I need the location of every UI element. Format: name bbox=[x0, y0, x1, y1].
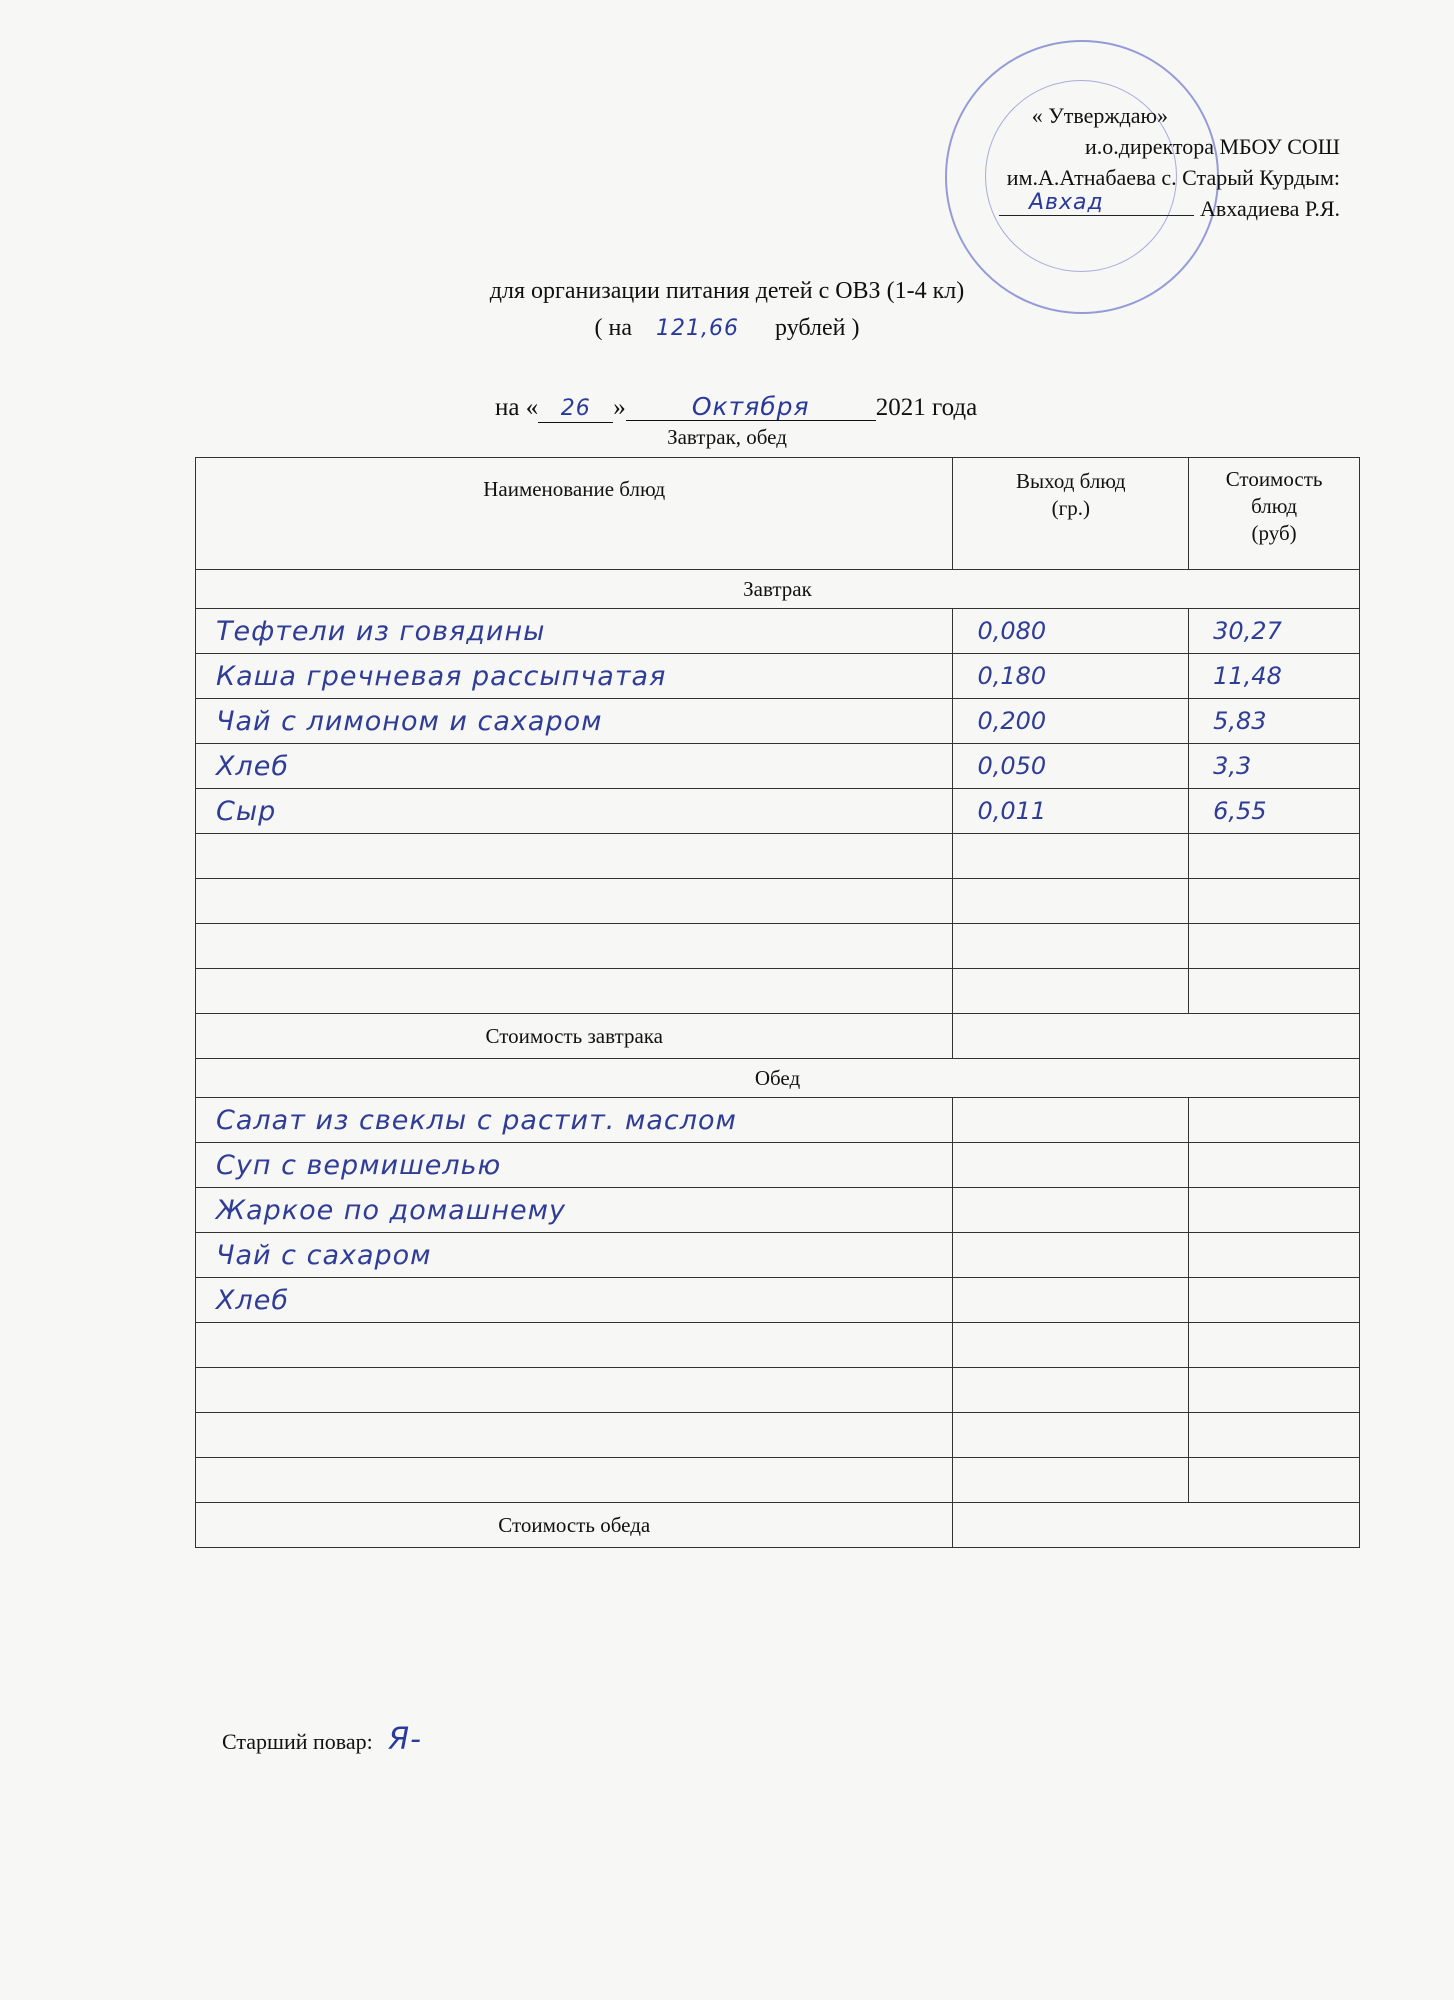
approval-block bbox=[860, 100, 1340, 224]
dish-cost-cell bbox=[1189, 1458, 1360, 1503]
dish-yield-cell bbox=[953, 1413, 1189, 1458]
table-row bbox=[196, 1278, 1360, 1323]
dish-name-cell: Чай с лимоном и сахаром bbox=[196, 699, 953, 744]
dish-yield-cell bbox=[953, 924, 1189, 969]
dish-cost-cell bbox=[1189, 834, 1360, 879]
dish-cost-cell bbox=[1189, 1278, 1360, 1323]
table-row bbox=[196, 924, 1360, 969]
dish-yield-cell: 0,200 bbox=[953, 699, 1189, 744]
date-day: 26 bbox=[538, 394, 613, 423]
breakfast-total-label: Стоимость завтрака bbox=[196, 1014, 953, 1059]
lunch-label: Обед bbox=[196, 1059, 1360, 1098]
dish-cost-cell bbox=[1189, 1143, 1360, 1188]
dish-name-cell: Хлеб bbox=[196, 1278, 953, 1323]
table-row bbox=[196, 1143, 1360, 1188]
table-row bbox=[196, 654, 1360, 699]
lunch-total-value bbox=[953, 1503, 1360, 1548]
col-cost-header: Стоимость блюд (руб) bbox=[1189, 458, 1360, 570]
dish-yield-cell bbox=[953, 969, 1189, 1014]
dish-name-cell: Суп с вермишелью bbox=[196, 1143, 953, 1188]
table-row bbox=[196, 1368, 1360, 1413]
price-value: 121,66 bbox=[656, 316, 740, 341]
table-row bbox=[196, 1458, 1360, 1503]
dish-name-cell: Салат из свеклы с растит. маслом bbox=[196, 1098, 953, 1143]
table-row bbox=[196, 1413, 1360, 1458]
dish-yield-cell bbox=[953, 834, 1189, 879]
dish-cost-cell: 3,3 bbox=[1189, 744, 1360, 789]
table-row bbox=[196, 1233, 1360, 1278]
dish-cost-cell bbox=[1189, 879, 1360, 924]
dish-name-cell bbox=[196, 834, 953, 879]
dish-cost-cell: 11,48 bbox=[1189, 654, 1360, 699]
table-row bbox=[196, 699, 1360, 744]
dish-yield-cell: 0,011 bbox=[953, 789, 1189, 834]
dish-name-cell bbox=[196, 969, 953, 1014]
breakfast-total-value bbox=[953, 1014, 1360, 1059]
price-line: ( на 121,66 рублей ) bbox=[594, 315, 860, 341]
lunch-total-row bbox=[196, 1503, 1360, 1548]
dish-yield-cell bbox=[953, 1278, 1189, 1323]
dish-yield-cell bbox=[953, 1368, 1189, 1413]
dish-name-cell bbox=[196, 1458, 953, 1503]
table-row bbox=[196, 789, 1360, 834]
lunch-total-label: Стоимость обеда bbox=[196, 1503, 953, 1548]
dish-name-cell bbox=[196, 879, 953, 924]
cook-signature-line bbox=[222, 1722, 422, 1757]
cook-label: Старший повар: bbox=[222, 1729, 373, 1754]
approval-school: им.А.Атнабаева с. Старый Курдым: bbox=[1006, 165, 1340, 190]
menu-subtitle: Завтрак, обед bbox=[667, 425, 787, 449]
dish-cost-cell bbox=[1189, 1413, 1360, 1458]
breakfast-total-row bbox=[196, 1014, 1360, 1059]
date-line: на « 26 » Октября 2021 года bbox=[495, 392, 978, 421]
dish-yield-cell bbox=[953, 1143, 1189, 1188]
dish-yield-cell bbox=[953, 1098, 1189, 1143]
col-name-header: Наименование блюд bbox=[196, 458, 953, 570]
dish-cost-cell bbox=[1189, 1098, 1360, 1143]
dish-name-cell: Жаркое по домашнему bbox=[196, 1188, 953, 1233]
dish-yield-cell bbox=[953, 1323, 1189, 1368]
dish-name-cell: Чай с сахаром bbox=[196, 1233, 953, 1278]
dish-name-cell: Тефтели из говядины bbox=[196, 609, 953, 654]
dish-name-cell: Хлеб bbox=[196, 744, 953, 789]
dish-name-cell bbox=[196, 1368, 953, 1413]
approval-title: « Утверждаю» bbox=[1031, 103, 1168, 128]
dish-yield-cell bbox=[953, 1188, 1189, 1233]
dish-cost-cell bbox=[1189, 969, 1360, 1014]
director-signature: Авхад bbox=[999, 193, 1194, 216]
breakfast-label: Завтрак bbox=[196, 570, 1360, 609]
dish-name-cell: Сыр bbox=[196, 789, 953, 834]
dish-name-cell bbox=[196, 1413, 953, 1458]
dish-cost-cell bbox=[1189, 924, 1360, 969]
approval-signature-line bbox=[860, 190, 1340, 224]
menu-table bbox=[195, 457, 1360, 1548]
dish-cost-cell bbox=[1189, 1368, 1360, 1413]
dish-cost-cell: 6,55 bbox=[1189, 789, 1360, 834]
dish-yield-cell bbox=[953, 879, 1189, 924]
dish-yield-cell bbox=[953, 1233, 1189, 1278]
table-row bbox=[196, 609, 1360, 654]
lunch-section-row bbox=[196, 1059, 1360, 1098]
dish-cost-cell: 30,27 bbox=[1189, 609, 1360, 654]
dish-name-cell bbox=[196, 924, 953, 969]
menu-heading: для организации питания детей с ОВЗ (1-4 кл) bbox=[489, 278, 965, 304]
dish-cost-cell bbox=[1189, 1188, 1360, 1233]
dish-yield-cell bbox=[953, 1458, 1189, 1503]
dish-yield-cell: 0,080 bbox=[953, 609, 1189, 654]
table-row bbox=[196, 1098, 1360, 1143]
dish-cost-cell bbox=[1189, 1233, 1360, 1278]
dish-cost-cell: 5,83 bbox=[1189, 699, 1360, 744]
dish-yield-cell: 0,180 bbox=[953, 654, 1189, 699]
dish-name-cell: Каша гречневая рассыпчатая bbox=[196, 654, 953, 699]
approval-position: и.о.директора МБОУ СОШ bbox=[1084, 134, 1340, 159]
cook-signature: Я- bbox=[388, 1722, 422, 1757]
table-row bbox=[196, 744, 1360, 789]
date-month: Октября bbox=[626, 392, 876, 421]
table-row bbox=[196, 834, 1360, 879]
breakfast-section-row bbox=[196, 570, 1360, 609]
dish-yield-cell: 0,050 bbox=[953, 744, 1189, 789]
table-row bbox=[196, 879, 1360, 924]
table-header-row bbox=[196, 458, 1360, 570]
table-row bbox=[196, 1323, 1360, 1368]
dish-name-cell bbox=[196, 1323, 953, 1368]
table-row bbox=[196, 1188, 1360, 1233]
dish-cost-cell bbox=[1189, 1323, 1360, 1368]
table-row bbox=[196, 969, 1360, 1014]
director-name: Авхадиева Р.Я. bbox=[1199, 196, 1340, 221]
col-yield-header: Выход блюд (гр.) bbox=[953, 458, 1189, 570]
